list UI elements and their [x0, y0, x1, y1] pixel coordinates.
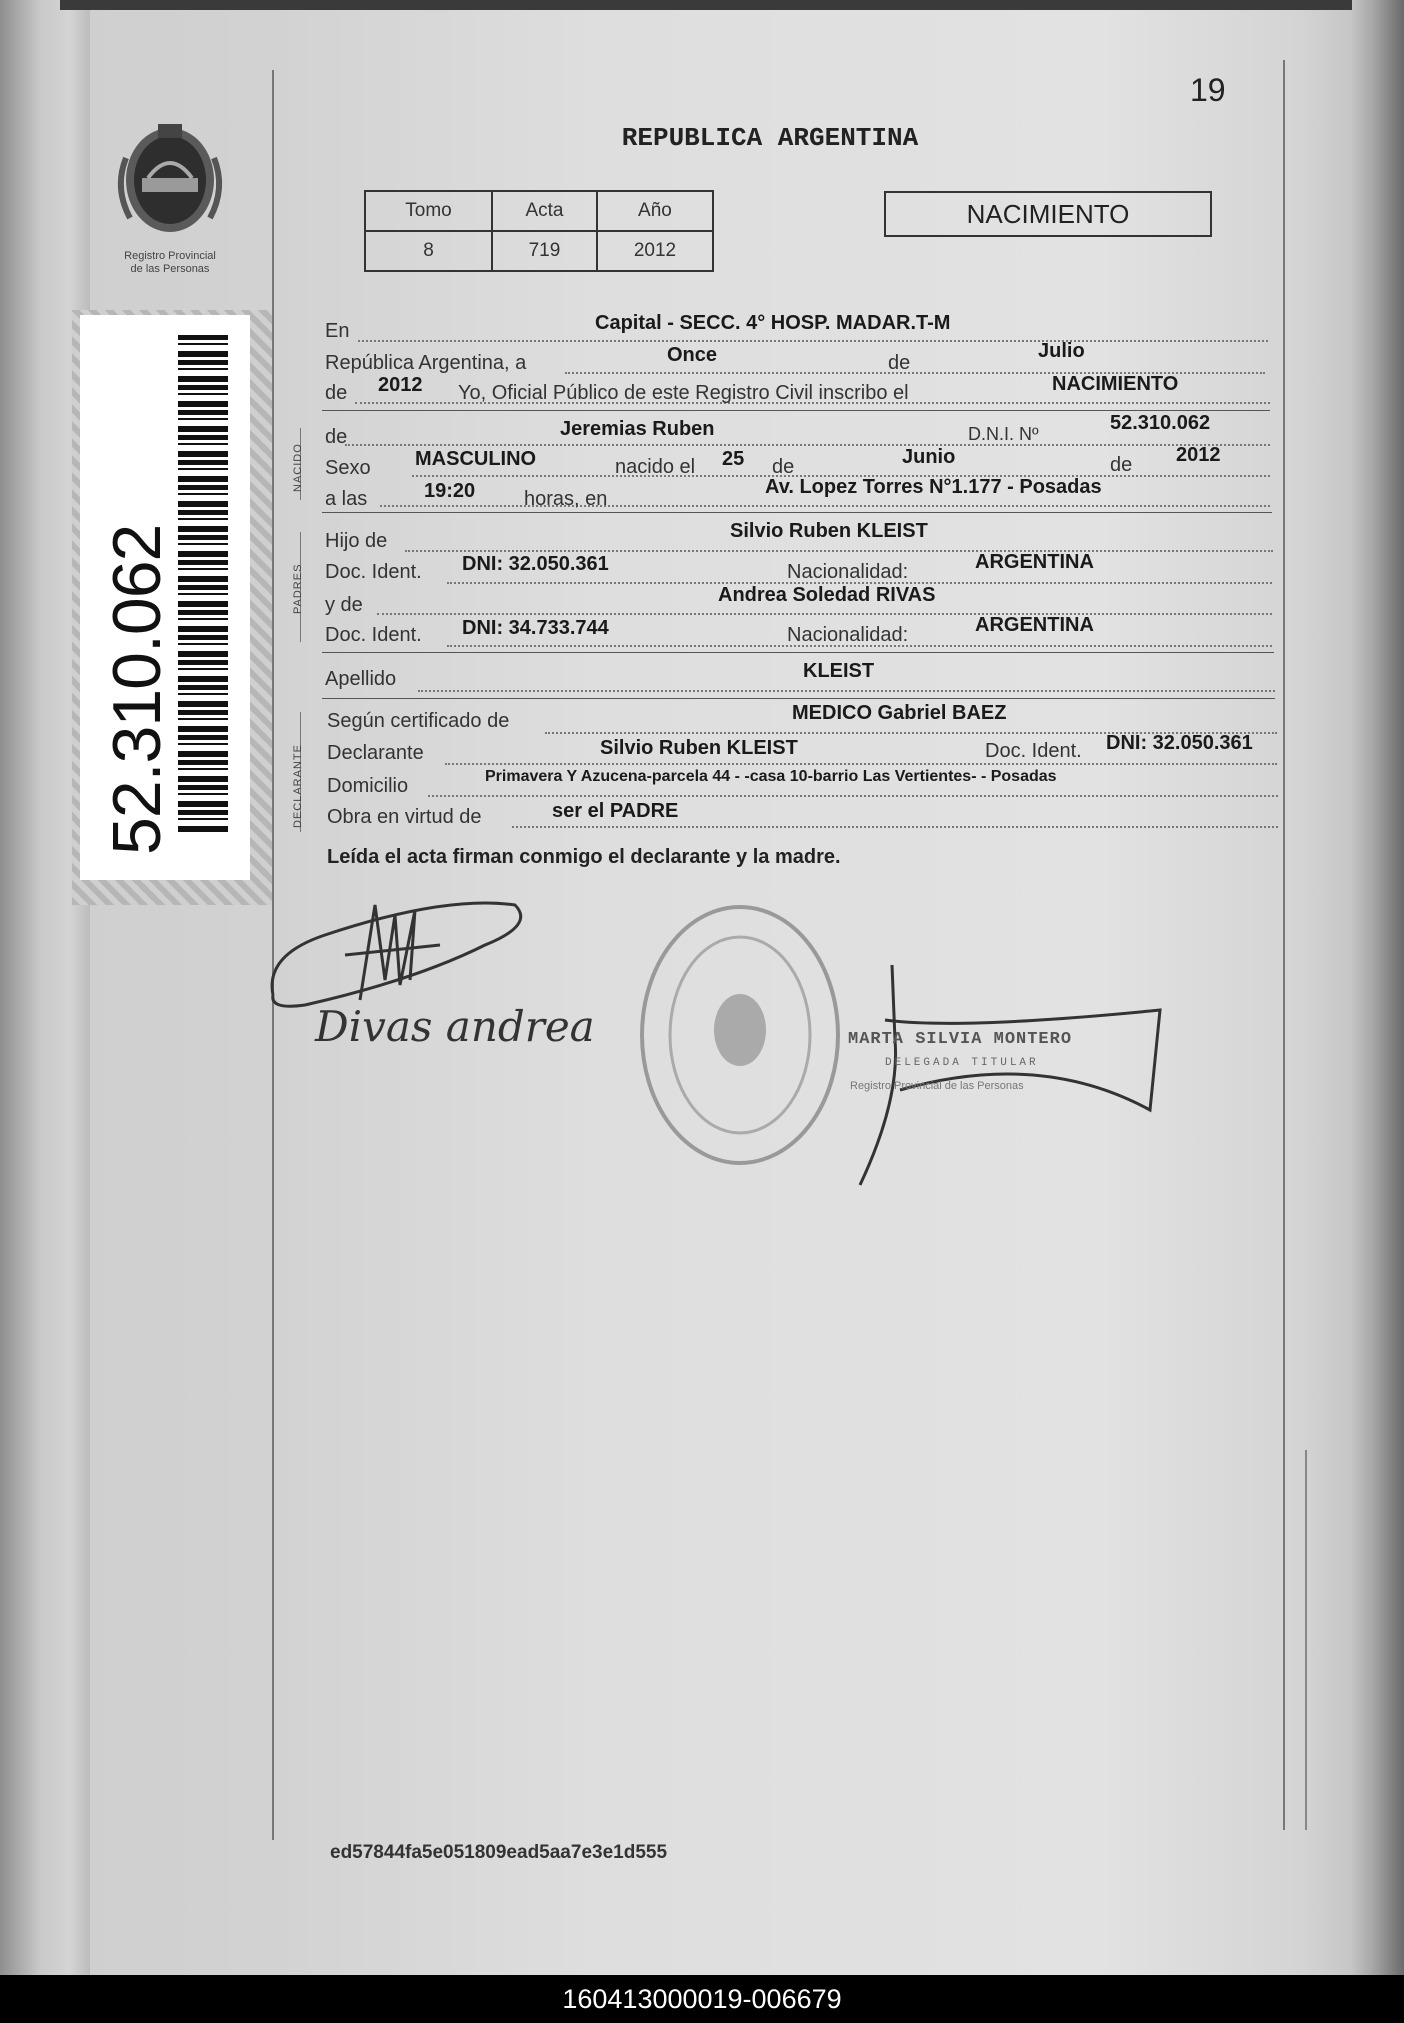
yde-label: y de	[325, 594, 363, 616]
dotted-line	[418, 690, 1275, 692]
apellido-value: KLEIST	[803, 660, 875, 682]
de-label-1: de	[888, 352, 911, 374]
father-value: Silvio Ruben KLEIST	[730, 520, 928, 542]
time-value: 19:20	[424, 480, 476, 502]
hijo-label: Hijo de	[325, 530, 388, 552]
declarante-value: Silvio Ruben KLEIST	[600, 737, 798, 759]
barcode-graphic	[178, 335, 228, 835]
sexo-label: Sexo	[325, 457, 371, 479]
value-anio: 2012	[597, 231, 713, 271]
dni-label: D.N.I. Nº	[968, 424, 1039, 444]
header-tomo: Tomo	[365, 191, 492, 231]
alas-label: a las	[325, 488, 368, 510]
mother-signature: Divas andrea	[315, 1002, 595, 1051]
side-label-nacido: NACIDO	[292, 443, 304, 492]
dotted-line	[445, 763, 1277, 765]
stamp-name: MARTA SILVIA MONTERO	[848, 1030, 1073, 1049]
apellido-label: Apellido	[325, 668, 397, 690]
country-title: REPUBLICA ARGENTINA	[621, 123, 919, 153]
dotted-line	[512, 826, 1278, 828]
logo-caption-line-2: de las Personas	[130, 263, 210, 275]
dotted-line	[380, 505, 1270, 507]
republica-label: República Argentina, a	[325, 352, 527, 374]
day-value: Once	[667, 344, 718, 366]
right-margin-line	[1283, 60, 1285, 1830]
registry-seal-icon	[110, 118, 230, 248]
stamp-role: DELEGADA TITULAR	[885, 1057, 1039, 1069]
year-value: 2012	[378, 374, 423, 396]
closing-text: Leída el acta firman conmigo el declarante y la madre.	[327, 846, 841, 868]
place-value: Av. Lopez Torres N°1.177 - Posadas	[765, 476, 1102, 498]
dotted-line	[358, 340, 1268, 342]
nac-label-2: Nacionalidad:	[787, 624, 909, 646]
de-label-4: de	[772, 456, 795, 478]
page-number: 19	[1190, 72, 1226, 108]
document-hash: ed57844fa5e051809ead5aa7e3e1d555	[330, 1842, 668, 1863]
footer-code: 160413000019-006679	[0, 1975, 1404, 2023]
horas-label: horas, en	[524, 488, 608, 510]
record-type-box: NACIMIENTO	[884, 191, 1212, 237]
value-acta: 719	[492, 231, 597, 271]
father-nat-value: ARGENTINA	[975, 551, 1094, 573]
official-seal-icon	[635, 900, 845, 1170]
sexo-value: MASCULINO	[415, 448, 537, 470]
birth-month-value: Junio	[902, 446, 956, 468]
dotted-line	[377, 613, 1272, 615]
de-label-5: de	[1110, 454, 1133, 476]
barcode-label	[80, 315, 250, 880]
page-top-edge	[60, 0, 1360, 10]
doc-label-1: Doc. Ident.	[325, 561, 422, 583]
birth-year-value: 2012	[1176, 444, 1221, 466]
father-signature-icon	[265, 885, 535, 1015]
right-margin-line-lower	[1305, 1450, 1307, 1830]
segun-label: Según certificado de	[327, 710, 510, 732]
registry-logo-caption	[95, 250, 245, 276]
en-label: En	[325, 320, 350, 342]
declarante-doc-value: DNI: 32.050.361	[1106, 732, 1253, 754]
section-rule	[322, 410, 1270, 411]
section-rule	[322, 652, 1274, 653]
value-tomo: 8	[365, 231, 492, 271]
inscribo-value: NACIMIENTO	[1052, 373, 1179, 395]
side-label-padres: PADRES	[292, 563, 304, 614]
de-label-2: de	[325, 382, 348, 404]
doc-label-2: Doc. Ident.	[325, 624, 422, 646]
mother-value: Andrea Soledad RIVAS	[718, 584, 936, 606]
header-anio: Año	[597, 191, 713, 231]
book-binding	[0, 0, 90, 1975]
logo-caption-line-1: Registro Provincial	[124, 250, 216, 262]
dotted-line	[345, 444, 1270, 446]
section-rule	[322, 698, 1275, 699]
segun-value: MEDICO Gabriel BAEZ	[792, 702, 1007, 724]
month-value: Julio	[1038, 340, 1085, 362]
page-right-edge	[1352, 0, 1404, 1975]
oficial-text: Yo, Oficial Público de este Registro Civil inscribo el	[458, 382, 909, 404]
child-name-value: Jeremias Ruben	[560, 418, 715, 440]
obra-value: ser el PADRE	[552, 800, 679, 822]
domicilio-label: Domicilio	[327, 775, 409, 797]
de-label-3: de	[325, 426, 348, 448]
header-acta: Acta	[492, 191, 597, 231]
declarante-label: Declarante	[327, 742, 424, 764]
nacido-label: nacido el	[615, 456, 696, 478]
domicilio-value: Primavera Y Azucena-parcela 44 - -casa 10-barrio Las Vertientes- - Posadas	[485, 768, 1057, 785]
side-label-declarante: DECLARANTE	[292, 744, 304, 828]
obra-label: Obra en virtud de	[327, 806, 482, 828]
nac-label-1: Nacionalidad:	[787, 561, 909, 583]
dotted-line	[428, 795, 1278, 797]
official-signature-icon	[840, 960, 1170, 1190]
mother-doc-value: DNI: 34.733.744	[462, 617, 609, 639]
section-rule	[322, 512, 1272, 513]
dotted-line	[405, 550, 1273, 552]
dni-value: 52.310.062	[1110, 412, 1211, 434]
father-doc-value: DNI: 32.050.361	[462, 553, 609, 575]
doc-label-3: Doc. Ident.	[985, 740, 1082, 762]
record-table	[364, 190, 714, 272]
mother-nat-value: ARGENTINA	[975, 614, 1094, 636]
en-value: Capital - SECC. 4° HOSP. MADAR.T-M	[595, 312, 951, 334]
id-vertical-number: 52.310.062	[99, 524, 175, 855]
birth-day-value: 25	[722, 448, 745, 470]
stamp-office: Registro Provincial de las Personas	[850, 1080, 1024, 1092]
